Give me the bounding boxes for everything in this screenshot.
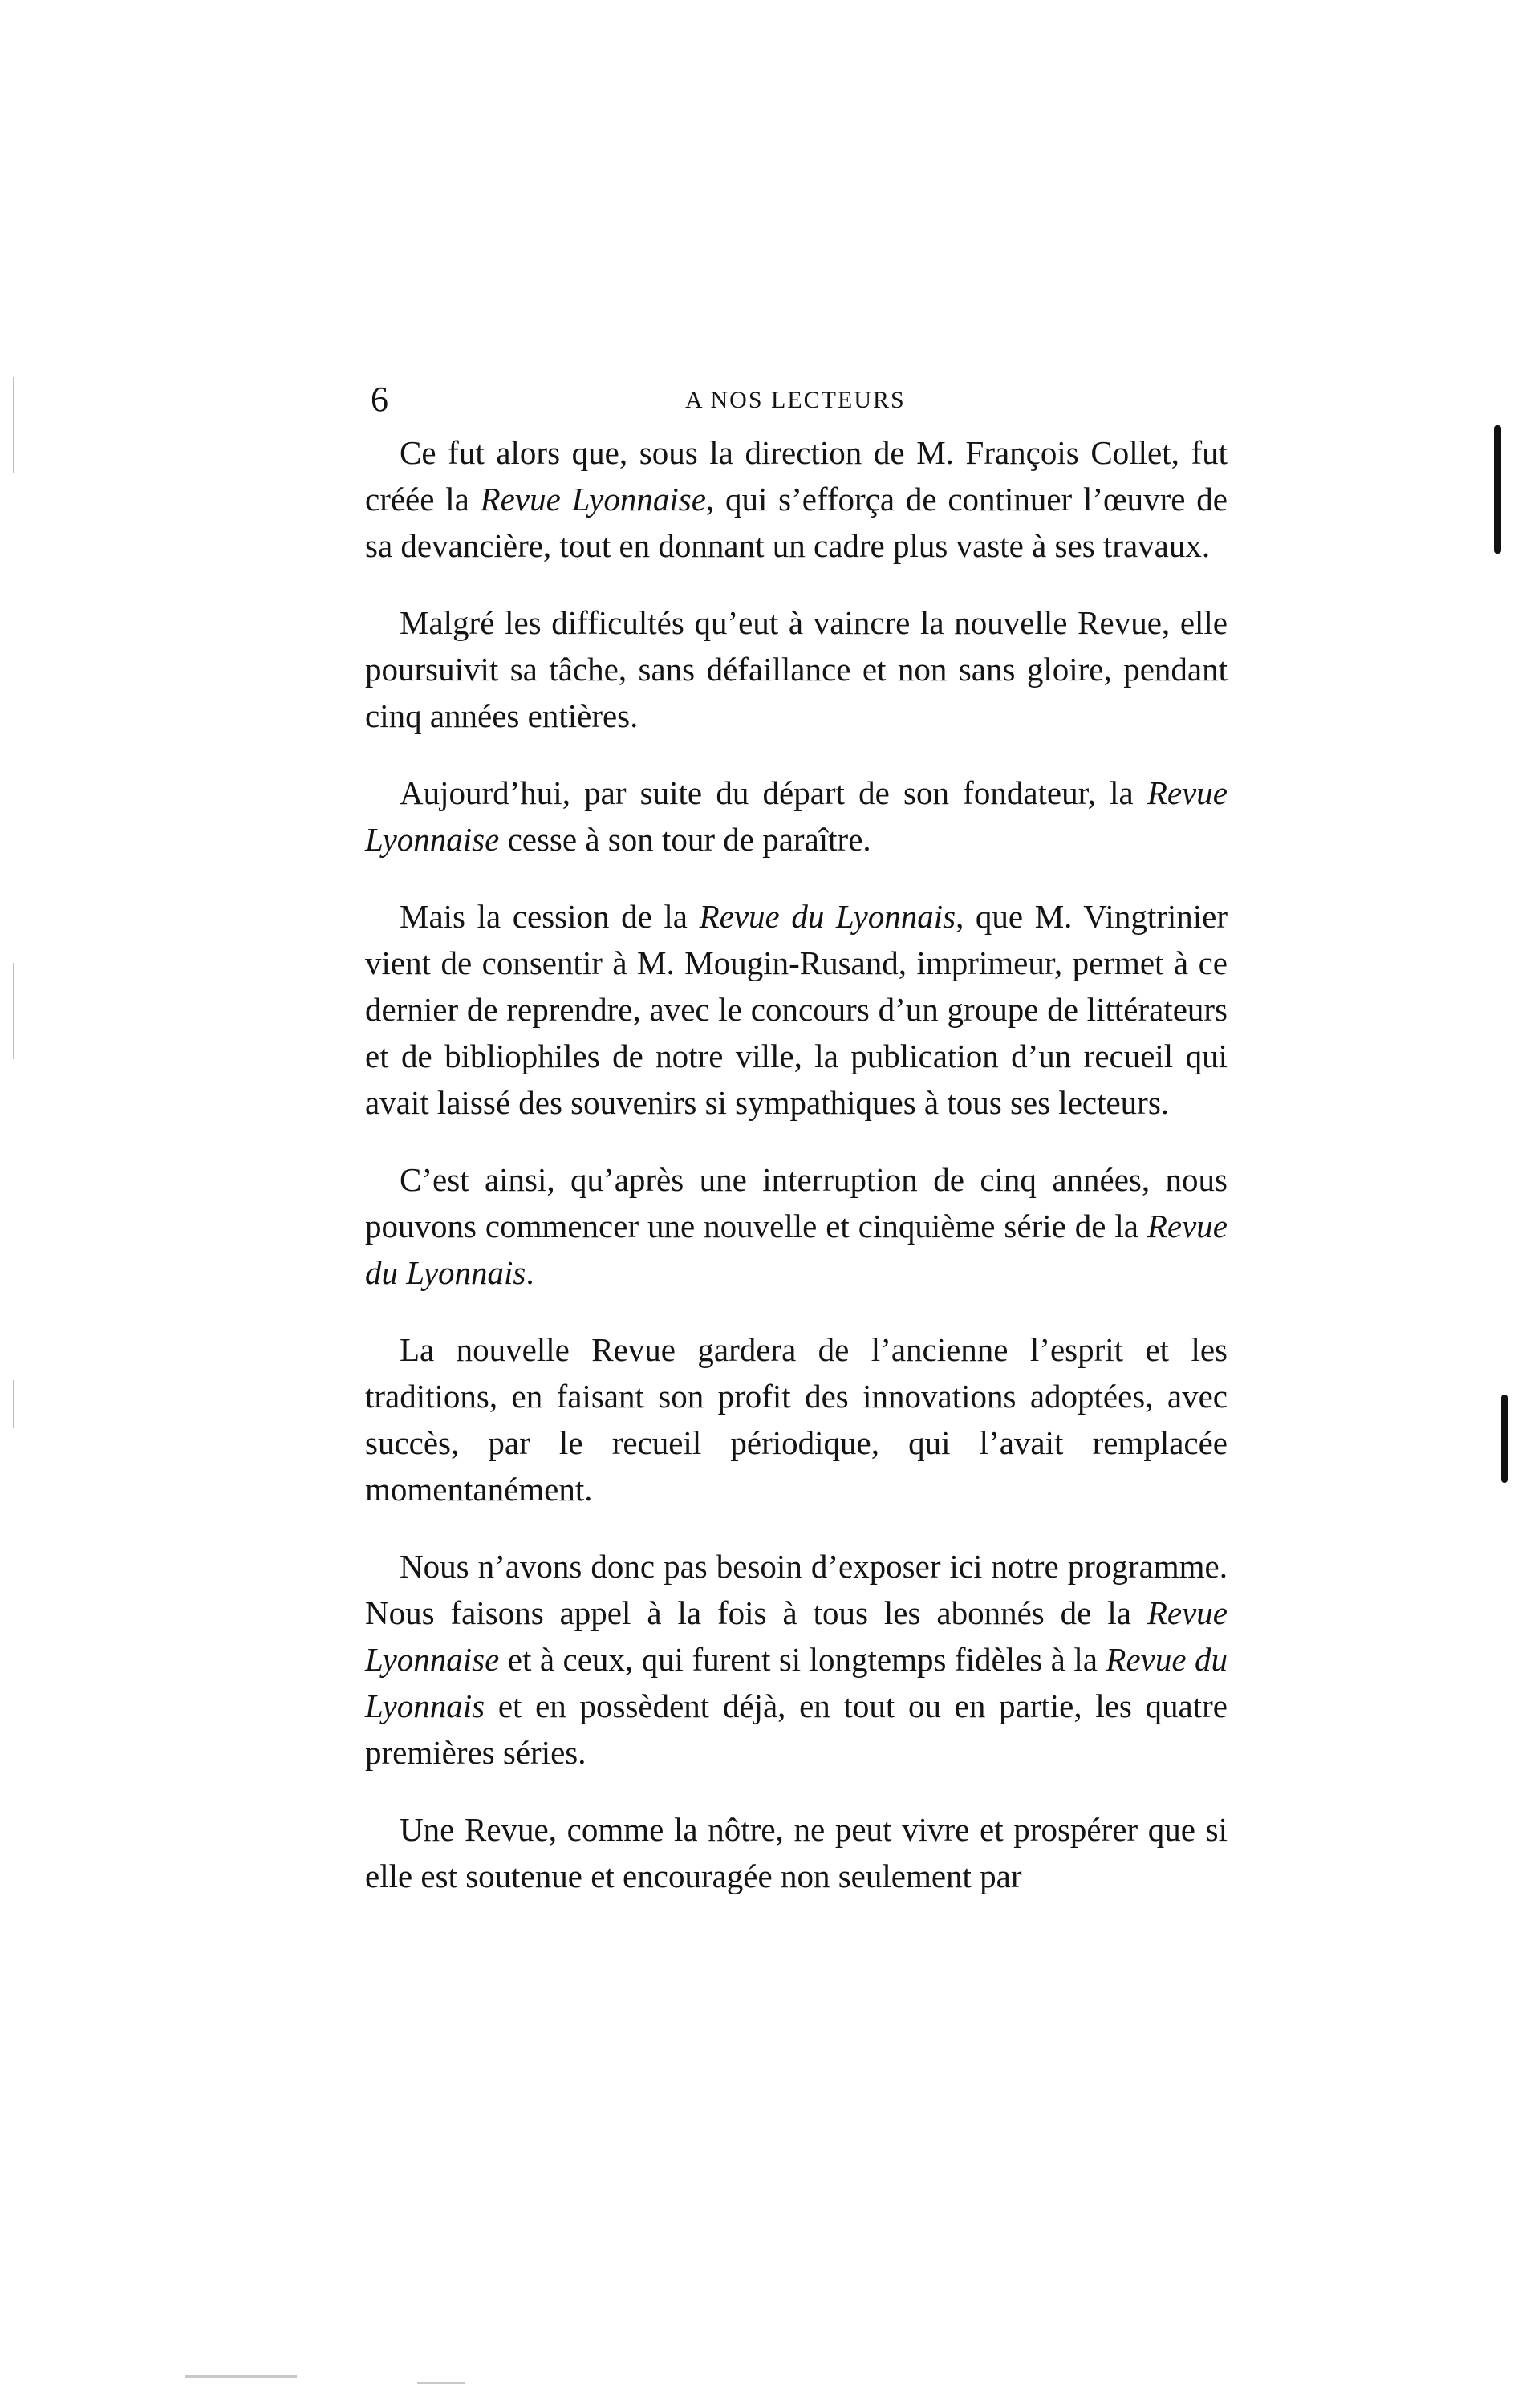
text-run: et à ceux, qui furent si longtemps fidèles à la	[499, 1641, 1106, 1678]
text-run: .	[526, 1254, 534, 1291]
running-head: A NOS LECTEURS	[685, 387, 906, 413]
scan-speck	[185, 2375, 297, 2378]
text-run: C’est ainsi, qu’après une interruption de cinq années, nous pouvons commencer une nouvelle et cinquième série de la	[365, 1161, 1228, 1245]
text-run: Nous n’avons donc pas besoin d’exposer ici notre programme. Nous faisons appel à la fois à tous les abonnés de la	[365, 1548, 1228, 1631]
text-run: Malgré les difficultés qu’eut à vaincre la nouvelle Revue, elle poursuivit sa tâche, sans défaillance et non sans gloire, pendant cinq années entières.	[365, 604, 1228, 734]
text-run: Mais la cession de la	[400, 898, 700, 935]
text-run: cesse à son tour de paraître.	[499, 821, 871, 858]
italic-title: Revue du Lyonnais	[365, 1208, 1228, 1291]
paragraph	[365, 1806, 1228, 1899]
text-run: , que M. Vingtrinier vient de consentir à M. Mougin-Rusand, imprimeur, permet à ce dernier de reprendre, avec le concours d’un groupe de littérateurs et de bibliophiles de notre ville, la publication d’un recueil qui avait laissé des souvenirs si sympathiques à tous ses lecteurs.	[365, 898, 1228, 1121]
italic-title: Revue Lyonnaise	[365, 774, 1228, 858]
scan-edge-mark	[13, 963, 14, 1059]
margin-ink-mark	[1494, 425, 1501, 554]
italic-title: Revue du Lyonnais	[365, 1641, 1228, 1724]
paragraph	[365, 893, 1228, 1126]
italic-title: Revue Lyonnaise	[365, 1594, 1228, 1678]
paragraph	[365, 770, 1228, 863]
text-run: , qui s’efforça de continuer l’œuvre de sa devancière, tout en donnant un cadre plus vaste à ses travaux.	[365, 481, 1228, 564]
italic-title: Revue du Lyonnais	[699, 898, 956, 935]
text-run: et en possèdent déjà, en tout ou en partie, les quatre premières séries.	[365, 1687, 1228, 1771]
page-number: 6	[371, 380, 388, 419]
text-run: La nouvelle Revue gardera de l’ancienne l’esprit et les traditions, en faisant son profit des innovations adoptées, avec succès, par le recueil périodique, qui l’avait remplacée momentanément.	[365, 1331, 1228, 1508]
italic-title: Revue Lyonnaise	[480, 481, 706, 518]
margin-ink-mark	[1501, 1395, 1508, 1483]
paragraph	[365, 429, 1228, 569]
paragraph	[365, 1543, 1228, 1776]
scan-edge-mark	[13, 1380, 14, 1428]
scan-speck	[417, 2382, 465, 2384]
page-header	[371, 376, 1221, 424]
paragraph	[365, 1326, 1228, 1513]
body-text	[365, 429, 1228, 1930]
paragraph	[365, 599, 1228, 739]
text-run: Aujourd’hui, par suite du départ de son fondateur, la	[400, 774, 1147, 811]
scan-edge-mark	[13, 377, 14, 473]
text-run: Ce fut alors que, sous la direction de M. François Collet, fut créée la	[365, 434, 1228, 518]
paragraph	[365, 1156, 1228, 1296]
text-run: Une Revue, comme la nôtre, ne peut vivre et prospérer que si elle est soutenue et encouragée non seulement par	[365, 1811, 1228, 1894]
